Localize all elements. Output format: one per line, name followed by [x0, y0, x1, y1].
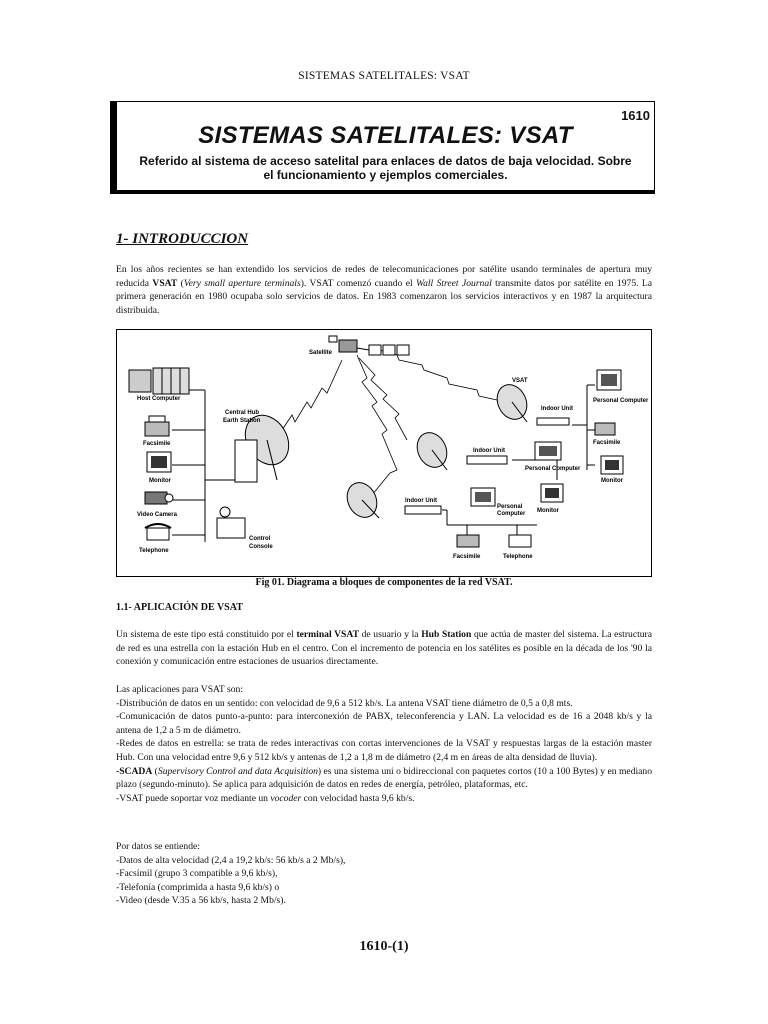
- label-earth-station: Earth Station: [223, 418, 261, 424]
- label-telephone-left: Telephone: [139, 548, 169, 554]
- label-monitor-left: Monitor: [149, 478, 171, 484]
- label-telephone-lower: Telephone: [503, 554, 533, 560]
- label-indoor-unit-lower: Indoor Unit: [405, 498, 437, 504]
- control-console-icon: [217, 507, 245, 538]
- label-central-hub: Central Hub: [225, 410, 260, 416]
- monitor-icon: [147, 452, 171, 472]
- figure-caption: Fig 01. Diagrama a bloques de componentes de la red VSAT.: [255, 577, 513, 588]
- satellite-icon: [329, 336, 409, 355]
- application-item: -SCADA (Supervisory Control and data Acquisition) es una sistema uni o bidireccional con paquetes cortos (10 a 100 Bytes) y en mediano plazo (segundo-minuto). Se aplica para adquisición de datos en redes de energía, petróleo, plataformas, etc.: [116, 765, 653, 791]
- application-item: -Distribución de datos en un sentido: con velocidad de 9,6 a 512 kb/s. La antena VSAT tiene diámetro de 0,5 a 0,8 mts.: [116, 697, 573, 709]
- intro-paragraph: En los años recientes se han extendido los servicios de redes de telecomunicaciones por satélite usando terminales de apertura muy reducida VSAT (Very small aperture terminals). VSAT comenzó cuando el Wall Street Journal transmite datos por satélite en 1975. La primera generación en 1980 ocupaba solo servicios de datos. En 1983 comenzaron los servicios interactivos y en 1987 la arquitectura distribuida.: [116, 264, 652, 316]
- diagram-svg: [117, 330, 653, 578]
- vsat-dish-icon: [492, 380, 569, 425]
- vsat-network-diagram: [116, 329, 652, 577]
- data-types-intro: Por datos se entiende:: [116, 841, 200, 852]
- aplicacion-paragraph: Un sistema de este tipo está constituido por el terminal VSAT de usuario y la Hub Station que actúa de master del sistema. La estructura de red es una estrella con la estación Hub en el centro. Con el incremento de potencia en los satélites es posible en la década de los '90 la conexión y comunicación entre estaciones de usuarios directamente.: [116, 629, 653, 668]
- running-header: SISTEMAS SATELITALES: VSAT: [298, 70, 470, 82]
- applications-intro: Las aplicaciones para VSAT son:: [116, 684, 243, 695]
- label-host-computer: Host Computer: [137, 396, 181, 402]
- data-type-item: -Video (desde V.35 a 56 kb/s, hasta 2 Mb/s).: [116, 895, 286, 907]
- host-computer-icon: [129, 368, 189, 394]
- label-indoor-unit-top: Indoor Unit: [541, 406, 573, 412]
- telephone-icon: [145, 524, 171, 540]
- section-heading-introduccion: 1- INTRODUCCION: [116, 231, 249, 247]
- label-monitor-right: Monitor: [601, 478, 623, 484]
- label-facsimile-left: Facsimile: [143, 441, 171, 447]
- application-item: -Comunicación de datos punto-a-punto: para interconexión de PABX, teleconferencia y LAN. La velocidad es de 16 a 2048 kb/s y la antena de 1,2 a 5 m de diámetro.: [116, 711, 652, 736]
- data-types-list: [116, 840, 652, 908]
- data-type-item: -Facsímil (grupo 3 compatible a 9,6 kb/s),: [116, 868, 278, 880]
- personal-computer-icon: [595, 370, 623, 474]
- label-satellite: Satellite: [309, 350, 333, 356]
- label-indoor-unit-middle: Indoor Unit: [473, 448, 505, 454]
- label-facsimile-lower: Facsimile: [453, 554, 481, 560]
- label-personal-computer-middle: Personal Computer: [525, 466, 581, 472]
- label-vsat: VSAT: [512, 378, 528, 384]
- section-heading-aplicacion: 1.1- APLICACIÓN DE VSAT: [116, 602, 243, 613]
- application-item: -Redes de datos en estrella: se trata de redes interactivas con cortas intervenciones de la VSAT y respuestas largas de la estación master Hub. Con una velocidad entre 9,6 y 512 kb/s y antenas de 1,2 a 1,8 m de diámetro (2,4 m en áreas de alta densidad de lluvia).: [116, 738, 652, 763]
- label-console: Console: [249, 544, 273, 550]
- title-box: [110, 101, 655, 194]
- label-video-camera: Video Camera: [137, 512, 177, 518]
- label-control: Control: [249, 536, 271, 542]
- facsimile-icon: [145, 416, 169, 436]
- label-monitor-middle: Monitor: [537, 508, 559, 514]
- document-subtitle: Referido al sistema de acceso satelital para enlaces de datos de baja velocidad. Sobre el funcionamiento y ejemplos comerciales.: [139, 154, 632, 182]
- data-type-item: -Telefonía (comprimida a hasta 9,6 kb/s) o: [116, 881, 280, 893]
- page-number: 1610-(1): [359, 939, 409, 954]
- label-personal: Personal: [497, 504, 523, 510]
- label-facsimile-right: Facsimile: [593, 440, 621, 446]
- applications-list: [116, 683, 652, 805]
- data-type-item: -Datos de alta velocidad (2,4 a 19,2 kb/s: 56 kb/s a 2 Mb/s),: [116, 854, 346, 866]
- document-number: 1610: [621, 108, 650, 123]
- label-personal-computer-top: Personal Computer: [593, 398, 649, 404]
- application-item: -VSAT puede soportar voz mediante un vocoder con velocidad hasta 9,6 kb/s.: [116, 792, 415, 804]
- video-camera-icon: [145, 492, 173, 504]
- label-computer: Computer: [497, 511, 526, 517]
- document-title: SISTEMAS SATELITALES: VSAT: [198, 122, 573, 149]
